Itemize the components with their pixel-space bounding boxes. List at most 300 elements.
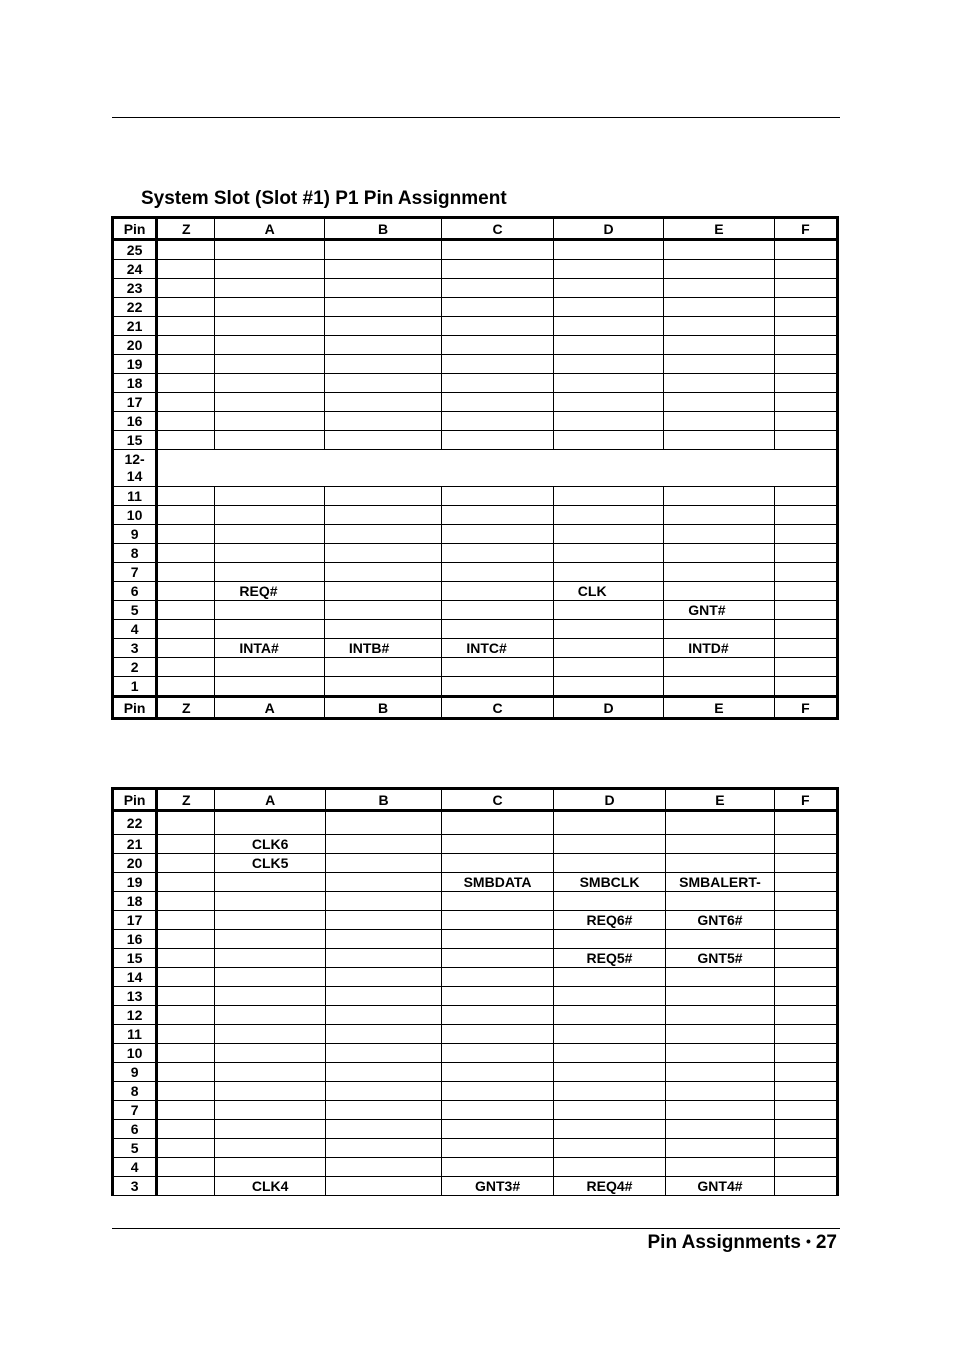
signal-cell-z <box>157 298 215 317</box>
signal-cell-z <box>157 1006 215 1025</box>
signal-cell-e <box>666 968 774 987</box>
signal-cell-d <box>553 1120 665 1139</box>
signal-cell-b <box>324 240 441 260</box>
signal-cell-z <box>157 1044 215 1063</box>
pin-number-cell: 16 <box>113 930 157 949</box>
table-row <box>113 298 838 317</box>
signal-cell-a <box>215 240 324 260</box>
signal-cell-d <box>553 525 663 544</box>
pin-number-cell: 9 <box>113 525 157 544</box>
signal-cell-a <box>215 811 325 835</box>
table-row <box>113 374 838 393</box>
pin-table-p1 <box>111 216 839 720</box>
pin-number-cell: 15 <box>113 431 157 450</box>
signal-cell-e: GNT6# <box>666 911 774 930</box>
signal-cell-a <box>215 563 324 582</box>
table-row <box>113 601 838 620</box>
signal-cell-e <box>664 374 774 393</box>
signal-cell-f <box>774 873 837 892</box>
pin-number-cell: 20 <box>113 336 157 355</box>
signal-cell-d <box>553 412 663 431</box>
signal-cell-d <box>553 240 663 260</box>
signal-cell-b <box>325 930 441 949</box>
signal-cell-b <box>325 1177 441 1196</box>
signal-cell-c <box>442 1120 553 1139</box>
column-header-a: A <box>215 218 324 240</box>
reserved-pins-span-cell <box>157 450 838 487</box>
signal-cell-e: GNT4# <box>666 1177 774 1196</box>
signal-cell-f <box>774 639 837 658</box>
signal-cell-c: GNT3# <box>442 1177 553 1196</box>
table-header-row <box>113 789 838 811</box>
pin-number-cell: 14 <box>113 968 157 987</box>
table-row <box>113 930 838 949</box>
signal-cell-d <box>553 336 663 355</box>
table-row <box>113 355 838 374</box>
pin-number-cell: 10 <box>113 1044 157 1063</box>
signal-cell-a <box>215 279 324 298</box>
table-row <box>113 658 838 677</box>
signal-cell-b <box>324 601 441 620</box>
signal-cell-d <box>553 260 663 279</box>
signal-cell-f <box>774 620 837 639</box>
signal-cell-z <box>157 892 215 911</box>
signal-cell-b <box>325 911 441 930</box>
signal-cell-a <box>215 487 324 506</box>
signal-cell-a <box>215 355 324 374</box>
signal-cell-f <box>774 563 837 582</box>
signal-cell-e <box>664 355 774 374</box>
signal-cell-e <box>664 658 774 677</box>
signal-cell-e <box>666 1120 774 1139</box>
signal-cell-b <box>324 506 441 525</box>
signal-cell-d <box>553 317 663 336</box>
signal-cell-e <box>664 393 774 412</box>
signal-cell-z <box>157 1158 215 1177</box>
signal-cell-z <box>157 1025 215 1044</box>
signal-cell-b <box>324 620 441 639</box>
pin-number-cell: 19 <box>113 355 157 374</box>
signal-cell-d <box>553 431 663 450</box>
column-footer-f: F <box>774 697 837 719</box>
signal-cell-d <box>553 1006 665 1025</box>
signal-cell-e <box>666 1044 774 1063</box>
signal-cell-f <box>774 949 837 968</box>
signal-cell-d <box>553 892 665 911</box>
page-number: 27 <box>815 1232 837 1253</box>
signal-cell-a <box>215 374 324 393</box>
signal-cell-a <box>215 892 325 911</box>
signal-cell-e <box>664 336 774 355</box>
table-row <box>113 450 838 487</box>
pin-number-cell: 11 <box>113 487 157 506</box>
signal-cell-d <box>553 393 663 412</box>
signal-cell-z <box>157 582 215 601</box>
table-row <box>113 431 838 450</box>
pin-number-cell: 21 <box>113 317 157 336</box>
column-header-e: E <box>664 218 774 240</box>
pin-number-cell: 17 <box>113 393 157 412</box>
signal-cell-f <box>774 393 837 412</box>
footer-bullet: • <box>805 1233 811 1249</box>
pin-table-p1-continued-body <box>113 811 838 1196</box>
pin-table-p1-continued <box>111 787 839 1196</box>
signal-cell-z <box>157 487 215 506</box>
signal-cell-d <box>553 563 663 582</box>
signal-cell-a <box>215 949 325 968</box>
signal-cell-e <box>666 835 774 854</box>
signal-cell-c: SMBDATA <box>442 873 553 892</box>
signal-cell-c <box>442 336 553 355</box>
table-row <box>113 1044 838 1063</box>
signal-cell-c <box>442 374 553 393</box>
signal-cell-d <box>553 601 663 620</box>
signal-cell-d <box>553 1063 665 1082</box>
signal-cell-c <box>442 620 553 639</box>
signal-cell-z <box>157 506 215 525</box>
signal-cell-b <box>325 1006 441 1025</box>
signal-cell-c <box>442 298 553 317</box>
signal-cell-a <box>215 677 324 697</box>
signal-cell-z <box>157 563 215 582</box>
pin-number-cell: 21 <box>113 835 157 854</box>
signal-cell-z <box>157 412 215 431</box>
signal-cell-z <box>157 949 215 968</box>
table-row <box>113 987 838 1006</box>
header-rule <box>112 117 840 118</box>
signal-cell-c <box>442 525 553 544</box>
signal-cell-z <box>157 639 215 658</box>
signal-cell-c <box>442 260 553 279</box>
signal-cell-f <box>774 1082 837 1101</box>
signal-cell-a: CLK4 <box>215 1177 325 1196</box>
signal-cell-a <box>215 620 324 639</box>
signal-cell-e <box>664 620 774 639</box>
signal-cell-e <box>664 431 774 450</box>
signal-cell-e <box>664 544 774 563</box>
table-row <box>113 279 838 298</box>
column-header-pin: Pin <box>113 218 157 240</box>
signal-cell-z <box>157 1082 215 1101</box>
signal-cell-z <box>157 911 215 930</box>
signal-cell-f <box>774 240 837 260</box>
signal-cell-z <box>157 658 215 677</box>
signal-cell-f <box>774 336 837 355</box>
signal-cell-b <box>325 1101 441 1120</box>
signal-cell-f <box>774 892 837 911</box>
signal-cell-z <box>157 544 215 563</box>
signal-cell-f <box>774 930 837 949</box>
table-row <box>113 1177 838 1196</box>
column-header-e: E <box>666 789 774 811</box>
signal-cell-b <box>324 374 441 393</box>
signal-cell-b <box>324 336 441 355</box>
signal-cell-c <box>442 544 553 563</box>
signal-cell-a <box>215 930 325 949</box>
signal-cell-e <box>666 1139 774 1158</box>
signal-cell-c <box>442 355 553 374</box>
signal-cell-z <box>157 355 215 374</box>
column-header-d: D <box>553 218 663 240</box>
signal-cell-f <box>774 1101 837 1120</box>
pin-number-cell: 8 <box>113 544 157 563</box>
signal-cell-e <box>664 487 774 506</box>
table-row <box>113 506 838 525</box>
table-row <box>113 949 838 968</box>
column-footer-a: A <box>215 697 324 719</box>
signal-cell-d <box>553 835 665 854</box>
signal-cell-b <box>324 677 441 697</box>
signal-cell-e <box>666 854 774 873</box>
signal-cell-c <box>442 487 553 506</box>
signal-cell-b <box>325 873 441 892</box>
pin-number-cell: 4 <box>113 620 157 639</box>
signal-cell-z <box>157 1120 215 1139</box>
signal-cell-z <box>157 431 215 450</box>
signal-cell-a <box>215 873 325 892</box>
table-row <box>113 582 838 601</box>
pin-number-cell: 17 <box>113 911 157 930</box>
signal-cell-d <box>553 1158 665 1177</box>
signal-cell-b <box>325 949 441 968</box>
signal-cell-c <box>442 677 553 697</box>
column-header-z: Z <box>157 218 215 240</box>
signal-cell-e <box>666 811 774 835</box>
column-header-d: D <box>553 789 665 811</box>
table-row <box>113 393 838 412</box>
signal-cell-b <box>324 582 441 601</box>
table-row <box>113 1063 838 1082</box>
signal-cell-z <box>157 601 215 620</box>
signal-cell-f <box>774 1158 837 1177</box>
column-header-a: A <box>215 789 325 811</box>
table-row <box>113 1158 838 1177</box>
signal-cell-e <box>664 677 774 697</box>
signal-cell-a <box>215 987 325 1006</box>
table-row <box>113 1082 838 1101</box>
signal-cell-a <box>215 1139 325 1158</box>
table-row <box>113 873 838 892</box>
signal-cell-c <box>442 1063 553 1082</box>
signal-cell-e: SMBALERT- <box>666 873 774 892</box>
signal-cell-c <box>442 1006 553 1025</box>
signal-cell-e <box>666 1101 774 1120</box>
signal-cell-b <box>324 412 441 431</box>
table-row <box>113 1101 838 1120</box>
pin-number-cell: 4 <box>113 1158 157 1177</box>
signal-cell-f <box>774 658 837 677</box>
signal-cell-c <box>442 811 553 835</box>
signal-cell-c <box>442 317 553 336</box>
signal-cell-z <box>157 279 215 298</box>
signal-cell-c <box>442 563 553 582</box>
table-row <box>113 544 838 563</box>
pin-number-cell: 20 <box>113 854 157 873</box>
column-footer-d: D <box>553 697 663 719</box>
pin-number-cell: 25 <box>113 240 157 260</box>
column-footer-e: E <box>664 697 774 719</box>
signal-cell-e <box>664 317 774 336</box>
signal-cell-e <box>666 930 774 949</box>
signal-cell-c <box>442 930 553 949</box>
signal-cell-a <box>215 412 324 431</box>
pin-number-cell: 24 <box>113 260 157 279</box>
signal-cell-e: GNT# <box>664 601 774 620</box>
signal-cell-b <box>325 835 441 854</box>
signal-cell-z <box>157 835 215 854</box>
signal-cell-d <box>553 854 665 873</box>
table-row <box>113 677 838 697</box>
signal-cell-c <box>442 393 553 412</box>
signal-cell-f <box>774 987 837 1006</box>
signal-cell-c <box>442 1158 553 1177</box>
pin-number-cell: 16 <box>113 412 157 431</box>
signal-cell-z <box>157 374 215 393</box>
signal-cell-a <box>215 1120 325 1139</box>
signal-cell-c <box>442 412 553 431</box>
signal-cell-c <box>442 601 553 620</box>
signal-cell-e <box>664 240 774 260</box>
signal-cell-b <box>325 1082 441 1101</box>
signal-cell-f <box>774 1006 837 1025</box>
signal-cell-c <box>442 835 553 854</box>
signal-cell-f <box>774 431 837 450</box>
signal-cell-f <box>774 1120 837 1139</box>
column-footer-c: C <box>442 697 553 719</box>
table-row <box>113 260 838 279</box>
signal-cell-b <box>325 987 441 1006</box>
pin-number-cell: 12 <box>113 1006 157 1025</box>
signal-cell-c <box>442 1025 553 1044</box>
signal-cell-f <box>774 601 837 620</box>
pin-number-cell: 22 <box>113 298 157 317</box>
signal-cell-c <box>442 892 553 911</box>
signal-cell-f <box>774 1177 837 1196</box>
signal-cell-f <box>774 854 837 873</box>
signal-cell-f <box>774 835 837 854</box>
pin-number-cell: 18 <box>113 374 157 393</box>
signal-cell-d <box>553 355 663 374</box>
column-header-f: F <box>774 218 837 240</box>
pin-number-cell: 8 <box>113 1082 157 1101</box>
signal-cell-f <box>774 374 837 393</box>
signal-cell-b <box>324 563 441 582</box>
pin-number-cell: 10 <box>113 506 157 525</box>
signal-cell-a <box>215 298 324 317</box>
pin-table-p1-body <box>113 240 838 697</box>
table-row <box>113 639 838 658</box>
signal-cell-b <box>325 811 441 835</box>
signal-cell-d <box>553 930 665 949</box>
signal-cell-e <box>666 1025 774 1044</box>
signal-cell-d: SMBCLK <box>553 873 665 892</box>
signal-cell-b <box>325 1120 441 1139</box>
column-header-b: B <box>325 789 441 811</box>
signal-cell-b <box>324 487 441 506</box>
table-row <box>113 1120 838 1139</box>
signal-cell-c <box>442 911 553 930</box>
signal-cell-b <box>324 260 441 279</box>
signal-cell-a <box>215 431 324 450</box>
signal-cell-e <box>666 1158 774 1177</box>
signal-cell-b <box>325 1139 441 1158</box>
signal-cell-z <box>157 873 215 892</box>
signal-cell-b <box>324 317 441 336</box>
signal-cell-d <box>553 279 663 298</box>
signal-cell-b <box>324 355 441 374</box>
column-header-f: F <box>774 789 837 811</box>
signal-cell-a <box>215 1044 325 1063</box>
pin-number-cell: 2 <box>113 658 157 677</box>
pin-number-cell: 13 <box>113 987 157 1006</box>
signal-cell-z <box>157 677 215 697</box>
signal-cell-z <box>157 317 215 336</box>
signal-cell-b <box>324 279 441 298</box>
signal-cell-a: CLK6 <box>215 835 325 854</box>
pin-number-cell: 7 <box>113 563 157 582</box>
signal-cell-d: REQ6# <box>553 911 665 930</box>
signal-cell-a <box>215 260 324 279</box>
page-footer <box>648 1232 838 1254</box>
signal-cell-e <box>664 563 774 582</box>
signal-cell-f <box>774 525 837 544</box>
signal-cell-a <box>215 658 324 677</box>
signal-cell-d <box>553 1025 665 1044</box>
signal-cell-f <box>774 317 837 336</box>
signal-cell-e <box>666 1082 774 1101</box>
signal-cell-a <box>215 1006 325 1025</box>
column-header-b: B <box>324 218 441 240</box>
signal-cell-c <box>442 987 553 1006</box>
signal-cell-e <box>666 1006 774 1025</box>
column-footer-pin: Pin <box>113 697 157 719</box>
signal-cell-e <box>664 582 774 601</box>
signal-cell-d <box>553 1139 665 1158</box>
signal-cell-a <box>215 968 325 987</box>
pin-number-cell: 12- 14 <box>113 450 157 487</box>
table-row <box>113 911 838 930</box>
table-row <box>113 854 838 873</box>
signal-cell-z <box>157 620 215 639</box>
signal-cell-f <box>774 968 837 987</box>
signal-cell-d: CLK <box>553 582 663 601</box>
signal-cell-c <box>442 658 553 677</box>
signal-cell-a: INTA# <box>215 639 324 658</box>
signal-cell-f <box>774 811 837 835</box>
signal-cell-c <box>442 1082 553 1101</box>
signal-cell-f <box>774 582 837 601</box>
pin-number-cell: 3 <box>113 639 157 658</box>
pin-number-cell: 19 <box>113 873 157 892</box>
signal-cell-e <box>664 260 774 279</box>
signal-cell-f <box>774 487 837 506</box>
signal-cell-b <box>325 968 441 987</box>
column-header-z: Z <box>157 789 215 811</box>
signal-cell-f <box>774 544 837 563</box>
signal-cell-z <box>157 930 215 949</box>
signal-cell-z <box>157 1063 215 1082</box>
signal-cell-e <box>666 987 774 1006</box>
signal-cell-b <box>325 1044 441 1063</box>
table-row <box>113 336 838 355</box>
signal-cell-z <box>157 1101 215 1120</box>
signal-cell-a: CLK5 <box>215 854 325 873</box>
table-row <box>113 835 838 854</box>
signal-cell-b <box>325 1158 441 1177</box>
signal-cell-d <box>553 1044 665 1063</box>
signal-cell-d <box>553 811 665 835</box>
signal-cell-d <box>553 677 663 697</box>
